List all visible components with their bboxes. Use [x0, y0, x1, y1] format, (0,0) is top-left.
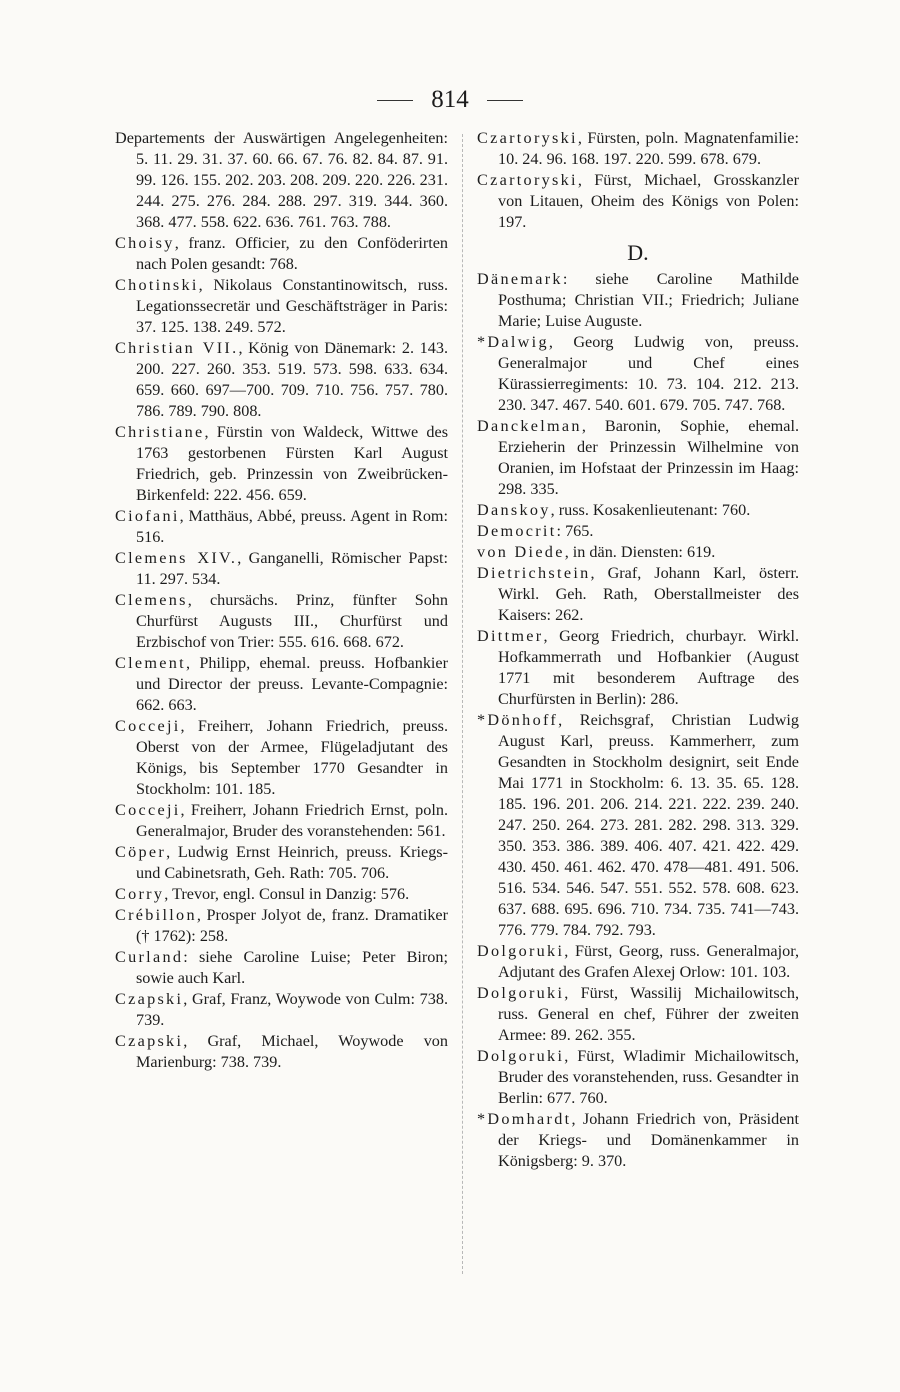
entry-headword: *Domhardt	[477, 1110, 572, 1128]
index-entry	[477, 563, 799, 626]
entry-text: , Trevor, engl. Consul in Danzig: 576.	[164, 885, 410, 903]
entry-text: , Ludwig Ernst Heinrich, preuss. Kriegs- und Cabinetsrath, Geh. Rath: 705. 706.	[136, 843, 448, 882]
entry-text: , Georg Friedrich, churbayr. Wirkl. Hofkammerrath und Hofbankier (August 1771 mit besonderem Auftrage des Churfürsten in Berlin): 286.	[498, 627, 799, 708]
entry-text: , Fürst, Wladimir Michailowitsch, Bruder des voranstehenden, russ. Gesandter in Berlin: 677. 760.	[498, 1047, 799, 1107]
entry-text: , Fürst, Wassilij Michailowitsch, russ. General en chef, Führer der zweiten Armee: 89. 262. 355.	[498, 984, 799, 1044]
index-entry	[477, 710, 799, 941]
entry-text: , in dän. Diensten: 619.	[564, 543, 716, 561]
entry-headword: Dolgoruki	[477, 984, 565, 1002]
index-entry	[477, 521, 799, 542]
entry-text: , Graf, Michael, Woywode von Marienburg: 738. 739.	[136, 1032, 448, 1071]
entry-headword: Corry	[115, 885, 165, 903]
entry-text: , Freiherr, Johann Friedrich Ernst, poln. Generalmajor, Bruder des voranstehenden: 561.	[136, 801, 448, 840]
entry-headword: Cocceji	[115, 801, 181, 819]
index-entry	[115, 590, 448, 653]
entry-text: , Graf, Franz, Woywode von Culm: 738. 739.	[136, 990, 448, 1029]
index-entry	[115, 338, 448, 422]
page-header	[0, 84, 900, 116]
entry-headword: Clement	[115, 654, 186, 672]
header-dash-left	[377, 100, 413, 101]
entry-text: , Reichsgraf, Christian Ludwig August Karl, preuss. Kammerherr, zum Gesandten in Stockholm designirt, seit Ende Mai 1771 in Stockholm: 6. 13. 35. 65. 128. 185. 196. 201. 206. 214. 221. 222. 239. 240. 247. 250. 264. 273. 281. 282. 298. 313. 329. 350. 353. 386. 389. 406. 407. 421. 422. 429. 430. 450. 461. 462. 470. 478—481. 491. 506. 516. 534. 546. 547. 551. 552. 578. 608. 623. 637. 688. 695. 696. 710. 734. 735. 741—743. 776. 779. 784. 792. 793.	[498, 711, 799, 939]
entry-headword: Czartoryski	[477, 129, 578, 147]
entry-headword: Czapski	[115, 990, 184, 1008]
index-entry	[115, 506, 448, 548]
entry-text: Departements der Auswärtigen Angelegenheiten: 5. 11. 29. 31. 37. 60. 66. 67. 76. 82. 84. 87. 91. 99. 126. 155. 202. 203. 208. 209. 220. 226. 231. 244. 275. 276. 284. 288. 297. 319. 344. 360. 368. 477. 558. 622. 636. 761. 763. 788.	[115, 129, 448, 231]
index-entry	[115, 989, 448, 1031]
index-group-c-continued	[477, 128, 799, 233]
entry-text: , Freiherr, Johann Friedrich, preuss. Oberst von der Armee, Flügeladjutant des Königs, bis September 1770 Gesandter in Stockholm: 101. 185.	[136, 717, 448, 798]
index-group-d	[477, 269, 799, 1172]
entry-headword: Cöper	[115, 843, 167, 861]
index-entry	[115, 422, 448, 506]
entry-headword: Crébillon	[115, 906, 197, 924]
entry-text: , Fürstin von Waldeck, Wittwe des 1763 gestorbenen Fürsten Karl August Friedrich, geb. Prinzessin von Zweibrücken-Birkenfeld: 222. 456. 659.	[136, 423, 448, 504]
entry-text: : 765.	[556, 522, 594, 540]
entry-headword: Clemens XIV.	[115, 549, 238, 567]
entry-headword: Dolgoruki	[477, 1047, 565, 1065]
index-entry	[477, 1046, 799, 1109]
entry-headword: von Diede	[477, 543, 565, 561]
entry-text: , Graf, Johann Karl, österr. Wirkl. Geh. Rath, Oberstallmeister des Kaisers: 262.	[498, 564, 799, 624]
entry-text: , Johann Friedrich von, Präsident der Kriegs- und Domänenkammer in Königsberg: 9. 370.	[498, 1110, 799, 1170]
index-entry	[115, 233, 448, 275]
entry-text: , Nikolaus Constantinowitsch, russ. Legationssecretär und Geschäftsträger in Paris: 37. 125. 138. 249. 572.	[136, 276, 448, 336]
index-entry	[477, 416, 799, 500]
index-entry	[477, 500, 799, 521]
entry-text: , Ganganelli, Römischer Papst: 11. 297. 534.	[136, 549, 448, 588]
index-entry	[115, 1031, 448, 1073]
entry-text: : siehe Caroline Mathilde Posthuma; Christian VII.; Friedrich; Juliane Marie; Luise Auguste.	[498, 270, 799, 330]
entry-headword: *Dönhoff	[477, 711, 559, 729]
index-entry	[477, 941, 799, 983]
column-divider	[462, 134, 463, 1274]
index-entry	[477, 983, 799, 1046]
index-entry	[477, 542, 799, 563]
entry-headword: Dietrichstein	[477, 564, 591, 582]
entry-text: , Fürst, Michael, Grosskanzler von Litauen, Oheim des Königs von Polen: 197.	[498, 171, 799, 231]
index-entry	[115, 128, 448, 233]
entry-headword: Choisy	[115, 234, 175, 252]
entry-headword: Curland	[115, 948, 184, 966]
entry-text: : siehe Caroline Luise; Peter Biron; sowie auch Karl.	[136, 948, 448, 987]
entry-text: , chursächs. Prinz, fünfter Sohn Churfürst Augusts III., Churfürst und Erzbischof von Trier: 555. 616. 668. 672.	[136, 591, 448, 651]
entry-headword: Danckelman	[477, 417, 582, 435]
index-entry	[477, 1109, 799, 1172]
index-entry	[477, 170, 799, 233]
entry-text: , Fürst, Georg, russ. Generalmajor, Adjutant des Grafen Alexej Orlow: 101. 103.	[498, 942, 799, 981]
page-number: 814	[431, 86, 469, 113]
entry-headword: Czartoryski	[477, 171, 578, 189]
header-dash-right	[487, 100, 523, 101]
entry-text: , Fürsten, poln. Magnatenfamilie: 10. 24. 96. 168. 197. 220. 599. 678. 679.	[498, 129, 799, 168]
entry-headword: Clemens	[115, 591, 188, 609]
index-entry	[477, 128, 799, 170]
entry-text: , Matthäus, Abbé, preuss. Agent in Rom: 516.	[136, 507, 448, 546]
entry-headword: Czapski	[115, 1032, 184, 1050]
entry-text: , Georg Ludwig von, preuss. Generalmajor und Chef eines Kürassierregiments: 10. 73. 104. 212. 213. 230. 347. 467. 540. 601. 679. 705. 747. 768.	[498, 333, 799, 414]
entry-headword: Dolgoruki	[477, 942, 565, 960]
index-entry	[477, 269, 799, 332]
index-entry	[477, 626, 799, 710]
entry-headword: Dänemark	[477, 270, 563, 288]
entry-headword: Chotinski	[115, 276, 199, 294]
entry-headword: Christian VII.	[115, 339, 239, 357]
index-entry	[115, 275, 448, 338]
index-column-left	[115, 128, 448, 1073]
entry-headword: Ciofani	[115, 507, 180, 525]
index-entry	[115, 800, 448, 842]
section-letter: D.	[627, 240, 649, 265]
index-column-right	[477, 128, 799, 1172]
entry-headword: Danskoy	[477, 501, 551, 519]
entry-headword: *Dalwig	[477, 333, 549, 351]
index-entry	[115, 842, 448, 884]
entry-headword: Cocceji	[115, 717, 181, 735]
entry-headword: Democrit	[477, 522, 557, 540]
entry-text: , russ. Kosakenlieutenant: 760.	[550, 501, 751, 519]
entry-headword: Christiane	[115, 423, 205, 441]
entry-text: , König von Dänemark: 2. 143. 200. 227. 260. 353. 519. 573. 598. 633. 634. 659. 660. 697—700. 709. 710. 756. 757. 780. 786. 789. 790. 808.	[136, 339, 448, 420]
index-entry	[115, 884, 448, 905]
entry-text: , Philipp, ehemal. preuss. Hofbankier und Director der preuss. Levante-Compagnie: 662. 663.	[136, 654, 448, 714]
entry-text: , Prosper Jolyot de, franz. Dramatiker († 1762): 258.	[136, 906, 448, 945]
index-entry	[115, 947, 448, 989]
entry-headword: Dittmer	[477, 627, 544, 645]
index-entry	[477, 332, 799, 416]
index-entry	[115, 653, 448, 716]
index-entry	[115, 905, 448, 947]
entry-text: , franz. Officier, zu den Conföderirten nach Polen gesandt: 768.	[136, 234, 448, 273]
index-entry	[115, 548, 448, 590]
entry-text: , Baronin, Sophie, ehemal. Erzieherin der Prinzessin Wilhelmine von Oranien, im Hofstaat der Prinzessin im Haag: 298. 335.	[498, 417, 799, 498]
index-entry	[115, 716, 448, 800]
